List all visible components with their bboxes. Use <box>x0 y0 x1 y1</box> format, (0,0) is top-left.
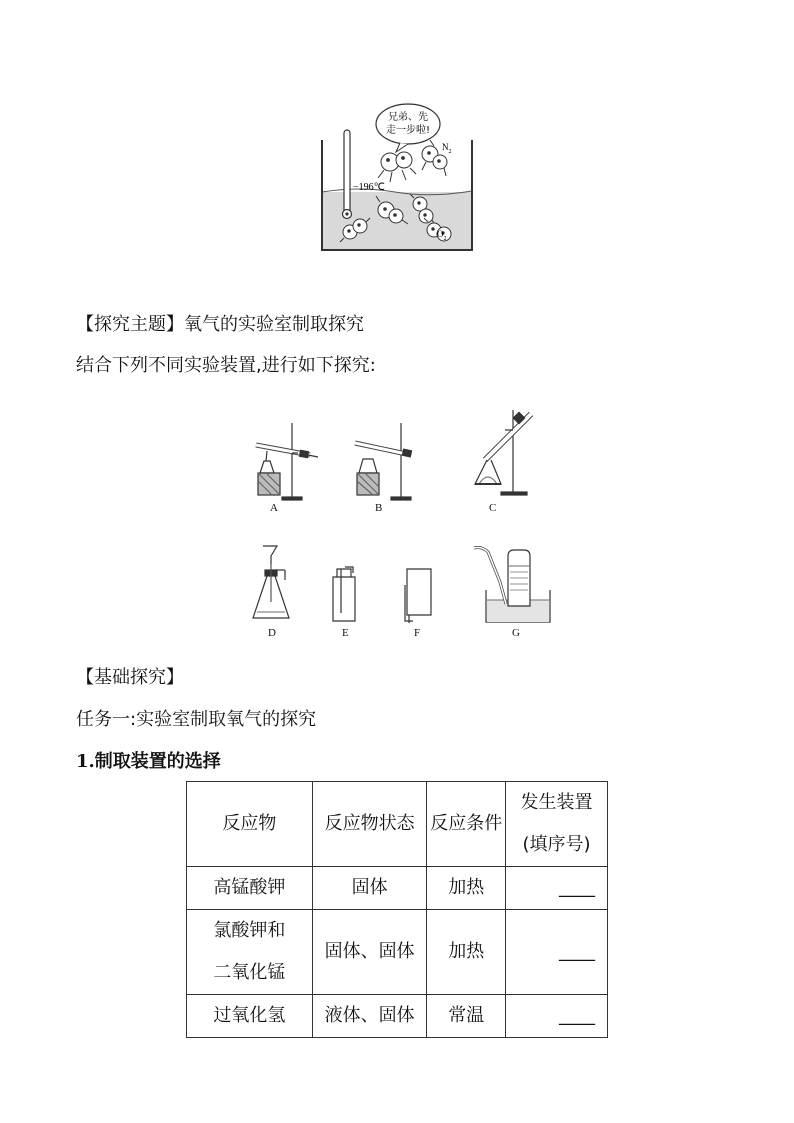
header-apparatus-line-2: (填序号) <box>522 834 591 855</box>
apparatus-f <box>395 565 440 627</box>
cell-reactant: 高锰酸钾 <box>187 867 313 910</box>
header-condition: 反应条件 <box>427 782 506 867</box>
header-reactant: 反应物 <box>187 782 313 867</box>
label-e: E <box>342 627 349 639</box>
answer-blank[interactable]: ____ <box>506 910 608 995</box>
cell-state: 液体、固体 <box>312 995 427 1038</box>
apparatus-d <box>245 542 295 627</box>
temperature-label: −196℃ <box>353 182 385 193</box>
cell-condition: 加热 <box>427 910 506 995</box>
section-basic: 【基础探究】 <box>76 667 184 688</box>
cell-reactant-line-2: 二氧化锰 <box>213 962 286 983</box>
cell-condition: 常温 <box>427 995 506 1038</box>
apparatus-a <box>240 415 320 515</box>
label-a: A <box>270 502 278 514</box>
o2-label: $O_2$ <box>437 229 447 242</box>
cell-state: 固体 <box>312 867 427 910</box>
n2-label: $N_2$ <box>442 142 452 155</box>
header-state: 反应物状态 <box>312 782 427 867</box>
header-apparatus-line-1: 发生装置 <box>520 792 593 813</box>
apparatus-g <box>470 542 560 627</box>
table-row <box>187 995 608 1038</box>
answer-blank[interactable]: ____ <box>506 867 608 910</box>
cell-condition: 加热 <box>427 867 506 910</box>
label-f: F <box>414 627 421 639</box>
cell-reactant: 过氧化氢 <box>187 995 313 1038</box>
apparatus-c <box>455 400 540 500</box>
liquid-air-figure <box>300 100 490 260</box>
speech-line-1: 兄弟、先 <box>388 112 428 123</box>
cell-reactant-line-1: 氯酸钾和 <box>213 920 286 941</box>
task-one: 任务一:实验室制取氧气的探究 <box>76 709 317 730</box>
label-g: G <box>512 627 520 639</box>
thermometer <box>344 130 350 216</box>
flying-molecule-left <box>378 152 416 182</box>
reaction-table <box>186 781 608 1038</box>
label-d: D <box>268 627 276 639</box>
intro-line: 结合下列不同实验装置,进行如下探究: <box>76 355 376 376</box>
label-c: C <box>489 502 497 514</box>
table-row <box>187 910 608 995</box>
table-row <box>187 867 608 910</box>
heading-1: 1.制取装置的选择 <box>76 751 221 772</box>
speech-line-2: 走一步啦! <box>385 125 431 136</box>
label-b: B <box>375 502 383 514</box>
cell-state: 固体、固体 <box>312 910 427 995</box>
header-apparatus <box>506 782 608 867</box>
apparatus-b <box>345 415 425 515</box>
apparatus-e <box>325 565 365 627</box>
section-topic: 【探究主题】氧气的实验室制取探究 <box>76 314 364 335</box>
table-header-row <box>187 782 608 867</box>
answer-blank[interactable]: ____ <box>506 995 608 1038</box>
speech-bubble <box>376 104 440 144</box>
cell-reactant <box>187 910 313 995</box>
